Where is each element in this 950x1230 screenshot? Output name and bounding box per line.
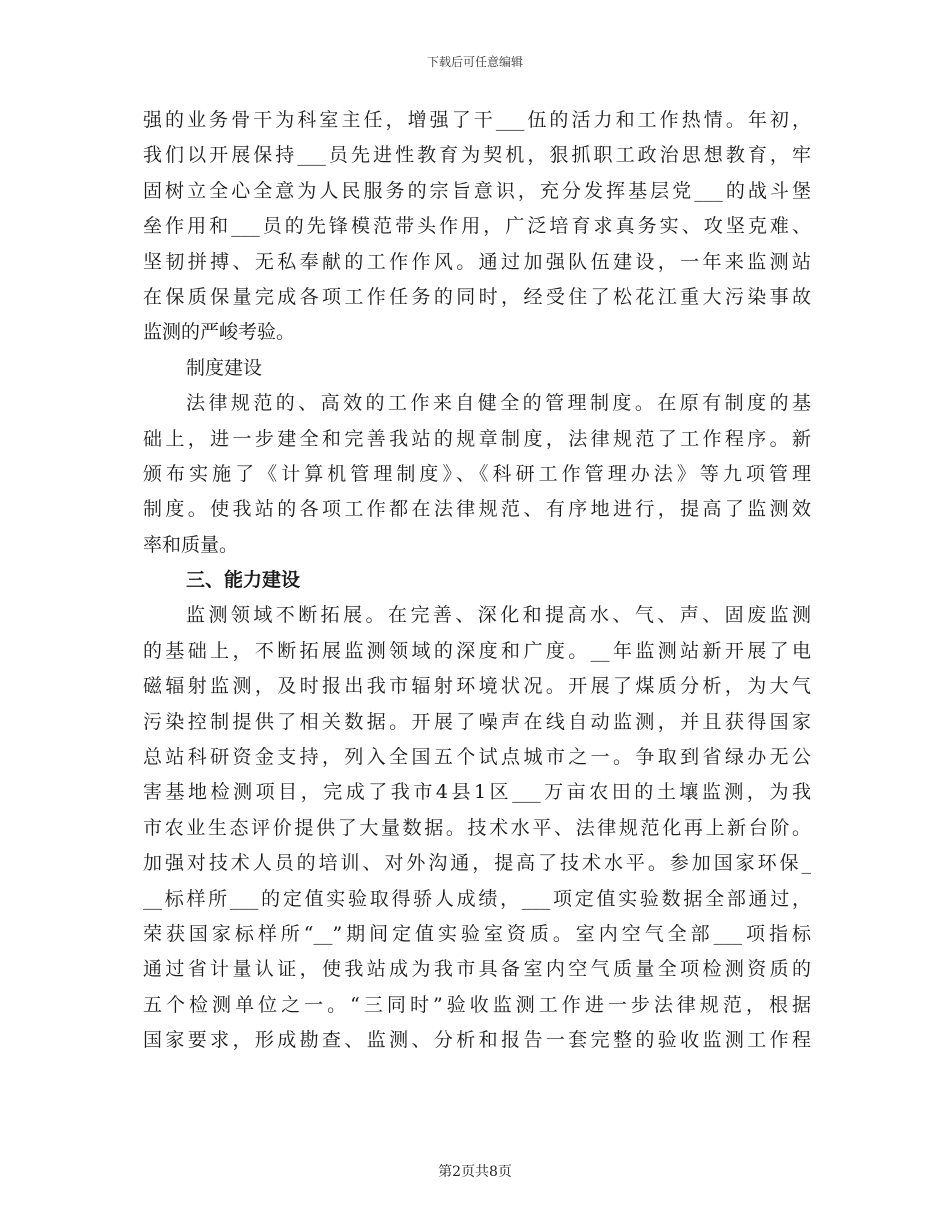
- paragraph-2: [143, 386, 811, 563]
- text-line: 荣获国家标样所“__”期间定值实验室资质。室内空气全部___项指标: [143, 922, 811, 945]
- section-heading: 三、能力建设: [186, 569, 301, 592]
- text-line: 总站科研资金支持，列入全国五个试点城市之一。争取到省绿办无公: [143, 746, 811, 769]
- text-line: 监测领域不断拓展。在完善、深化和提高水、气、声、固废监测: [186, 604, 811, 627]
- text-line: 制度。使我站的各项工作都在法律规范、有序地进行，提高了监测效: [143, 498, 811, 521]
- text-line: 垒作用和___员的先锋模范带头作用，广泛培育求真务实、攻坚克难、: [143, 215, 811, 238]
- text-line: 率和质量。: [143, 533, 239, 556]
- text-line: 污染控制提供了相关数据。开展了噪声在线自动监测，并且获得国家: [143, 710, 811, 733]
- text-line: 国家要求，形成勘查、监测、分析和报告一套完整的验收监测工作程: [143, 1029, 811, 1052]
- text-line: 磁辐射监测，及时报出我市辐射环境状况。开展了煤质分析，为大气: [143, 675, 811, 698]
- text-line: 颁布实施了《计算机管理制度》、《科研工作管理办法》等九项管理: [143, 462, 811, 485]
- text-line: 础上，进一步建全和完善我站的规章制度，法律规范了工作程序。新: [143, 427, 811, 450]
- text-line: 法律规范的、高效的工作来自健全的管理制度。在原有制度的基: [186, 392, 811, 415]
- paragraph-3: [143, 598, 811, 1058]
- text-line: 五个检测单位之一。“三同时”验收监测工作进一步法律规范，根据: [143, 993, 811, 1016]
- paragraph-1: [143, 103, 811, 351]
- text-line: 固树立全心全意为人民服务的宗旨意识，充分发挥基层党___的战斗堡: [143, 179, 811, 202]
- page-header: 下载后可任意编辑: [426, 55, 523, 69]
- text-line: 我们以开展保持___员先进性教育为契机，狠抓职工政治思想教育，牢: [143, 144, 811, 167]
- text-line: 在保质保量完成各项工作任务的同时，经受住了松花江重大污染事故: [143, 285, 811, 308]
- page-number: 第2页共8页: [438, 1164, 512, 1180]
- text-line: __标样所___的定值实验取得骄人成绩，___项定值实验数据全部通过，: [143, 887, 811, 910]
- text-line: 通过省计量认证，使我站成为我市具备室内空气质量全项检测资质的: [143, 958, 811, 981]
- text-line: 监测的严峻考验。: [143, 321, 296, 344]
- text-line: 加强对技术人员的培训、对外沟通，提高了技术水平。参加国家环保_: [143, 852, 811, 875]
- text-line: 强的业务骨干为科室主任，增强了干___伍的活力和工作热情。年初，: [143, 109, 811, 131]
- text-line: 害基地检测项目，完成了我市4县1区___万亩农田的土壤监测，为我: [143, 781, 811, 804]
- text-line: 的基础上，不断拓展监测领域的深度和广度。__年监测站新开展了电: [143, 639, 811, 662]
- document-body: [143, 103, 811, 1059]
- text-line: 坚韧拼搏、无私奉献的工作作风。通过加强队伍建设，一年来监测站: [143, 250, 811, 273]
- text-line: 市农业生态评价提供了大量数据。技术水平、法律规范化再上新台阶。: [143, 816, 811, 839]
- subheading: 制度建设: [186, 356, 263, 379]
